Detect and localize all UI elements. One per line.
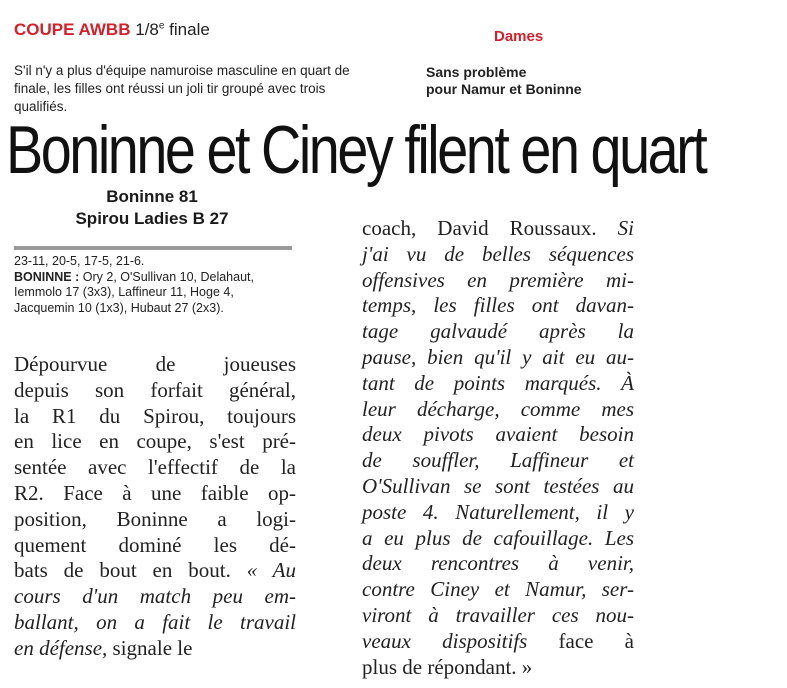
score-team1: Boninne 81 [106, 187, 198, 206]
article-line [362, 319, 634, 345]
round-suffix: finale [164, 20, 210, 39]
score-team2: Spirou Ladies B 27 [75, 209, 229, 228]
results-line: Iemmolo 17 (3x3), Laffineur 11, Hoge 4, [14, 285, 234, 299]
article-line [14, 455, 296, 481]
article-line-text: coach, David Roussaux. [362, 216, 597, 240]
article-line-text: sentée avec l'effectif de la [14, 455, 296, 480]
article-line-text: deux pivots avaient besoin [362, 422, 634, 447]
article-line [14, 352, 296, 378]
quarter-scores: 23-11, 20-5, 17-5, 21-6. [14, 254, 145, 268]
headline: Boninne et Ciney filent en quart [6, 112, 706, 188]
article-line [14, 533, 296, 559]
intro-text [14, 62, 382, 116]
article-line-text: R2. Face à une faible op- [14, 480, 296, 505]
article-line [362, 448, 634, 474]
article-line-text: position, Boninne a logi- [14, 506, 296, 531]
article-line-text: bats de bout en bout. [14, 558, 231, 583]
article-line [14, 378, 296, 404]
article-line-tail: face à [527, 628, 634, 653]
article-line-text: a eu plus de cafouillage. Les [362, 525, 634, 550]
article-line [362, 551, 634, 577]
article-line-text: offensives en première mi- [362, 267, 634, 292]
article-line [14, 404, 296, 430]
article-line [14, 636, 296, 662]
article-line-text: j'ai vu de belles séquences [362, 241, 634, 266]
article-line [362, 216, 634, 242]
article-line-text: de souffler, Laffineur et [362, 448, 634, 473]
article-column-left [14, 352, 296, 662]
results-line: Jacquemin 10 (1x3), Hubaut 27 (2x3). [14, 300, 224, 315]
score-divider [14, 246, 292, 250]
intro-line: finale, les filles ont réussi un joli tir groupé avec trois qualifiés. [14, 81, 326, 114]
article-line-text: poste 4. Naturellement, il y [362, 499, 634, 524]
article-line-text: leur décharge, comme mes [362, 396, 634, 421]
article-line [362, 629, 634, 655]
article-line-tail: Si [596, 216, 634, 240]
article-line [14, 610, 296, 636]
intro-line: S'il n'y a plus d'équipe namuroise masculine en quart de [14, 63, 350, 78]
article-line-text: Dépourvue de joueuses [14, 352, 296, 376]
article-line [14, 584, 296, 610]
article-line-text: contre Ciney et Namur, ser- [362, 577, 634, 602]
article-line [14, 429, 296, 455]
section-label: COUPE AWBB [14, 20, 131, 39]
article-line [362, 422, 634, 448]
section-kicker [14, 20, 210, 40]
article-line [362, 345, 634, 371]
deck-line: Sans problème [426, 64, 527, 80]
article-line [362, 500, 634, 526]
deck-line: pour Namur et Boninne [426, 81, 582, 97]
article-line [14, 558, 296, 584]
article-line [362, 397, 634, 423]
article-line [14, 481, 296, 507]
round-sup: e [158, 20, 165, 32]
results-line [14, 270, 304, 286]
article-column-right [362, 216, 634, 680]
article-line-text: O'Sullivan se sont testées au [362, 473, 634, 498]
article-line-text: tant de points marqués. À [362, 370, 634, 395]
team-label: BONINNE : [14, 269, 80, 284]
score-box [14, 186, 290, 230]
deck-text [426, 64, 582, 98]
results-box [14, 254, 304, 316]
article-line [362, 474, 634, 500]
article-line-text: viront à travailler ces nou- [362, 602, 634, 627]
round-label [135, 20, 210, 39]
article-line [362, 242, 634, 268]
article-line-text: plus de répondant. » [362, 654, 533, 679]
article-line [362, 655, 634, 681]
article-line-text: veaux dispositifs [362, 628, 528, 653]
round-number: 1/8 [135, 20, 159, 39]
article-line-text: ballant, on a fait le travail [14, 609, 296, 634]
article-line-text: quement dominé les dé- [14, 532, 296, 557]
article-line-text: deux rencontres à venir, [362, 551, 634, 576]
article-line-text: pause, bien qu'il y ait eu au- [362, 344, 634, 369]
results-line-rest: Ory 2, O'Sullivan 10, Delahaut, [79, 269, 254, 284]
article-line-text: depuis son forfait général, [14, 377, 296, 402]
article-line [362, 371, 634, 397]
article-line [362, 577, 634, 603]
article-line-text: en défense, [14, 635, 108, 660]
article-line-tail: « Au [230, 558, 296, 583]
article-line-text: tage galvaudé après la [362, 319, 634, 344]
article-line [362, 268, 634, 294]
article-line [362, 603, 634, 629]
article-line-text: en lice en coupe, s'est pré- [14, 429, 296, 454]
category-label: Dames [494, 28, 544, 45]
article-line [362, 293, 634, 319]
article-line [362, 526, 634, 552]
article-line-text: cours d'un match peu em- [14, 584, 296, 609]
article-line-text: temps, les filles ont davan- [362, 293, 634, 318]
article-line-text: la R1 du Spirou, toujours [14, 403, 296, 428]
article-line-tail: signale le [107, 635, 193, 660]
article-line [14, 507, 296, 533]
